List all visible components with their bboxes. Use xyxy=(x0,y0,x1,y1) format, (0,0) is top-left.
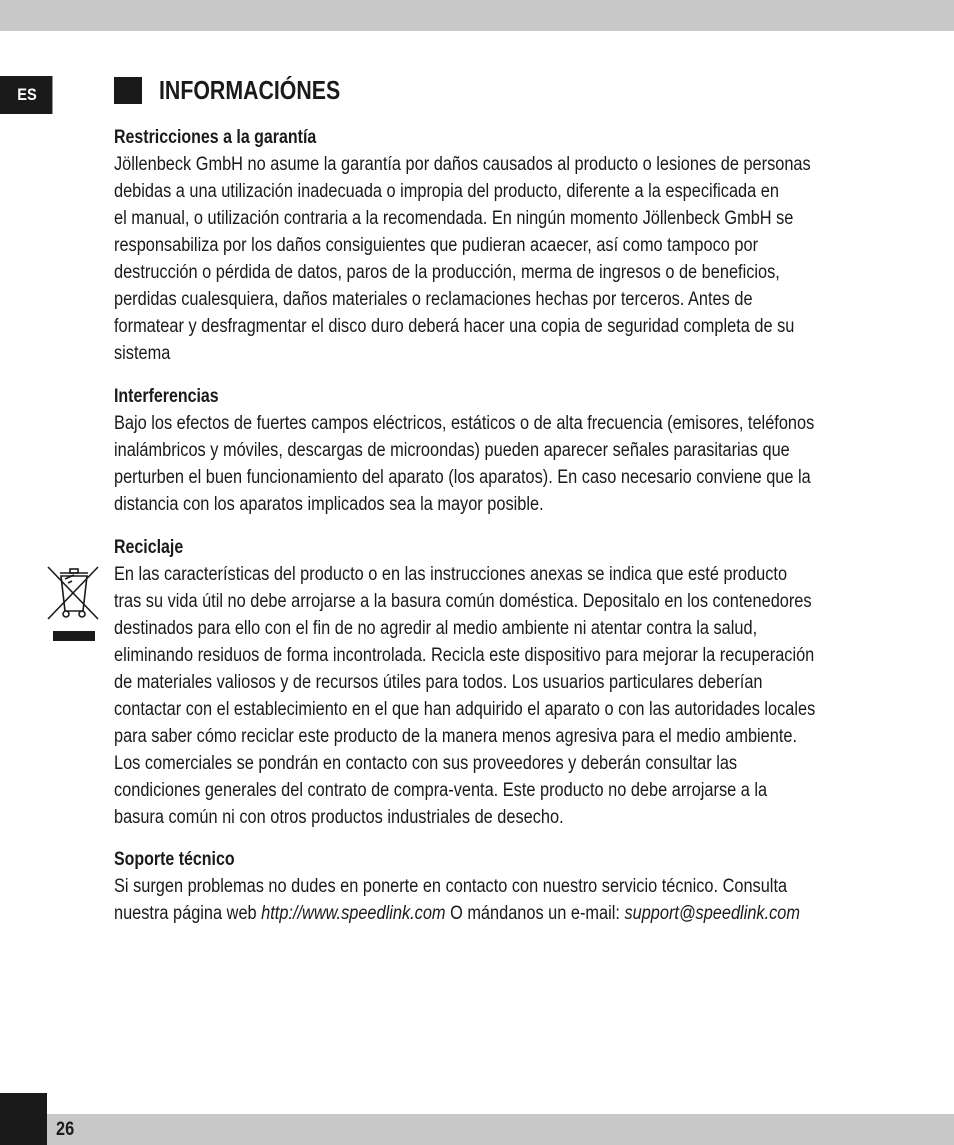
email-link[interactable]: support@speedlink.com xyxy=(624,903,800,924)
section-title: Soporte técnico xyxy=(114,849,235,870)
section-warranty-restrictions xyxy=(114,124,914,367)
text-line: distancia con los aparatos implicados sea la mayor posible. xyxy=(114,494,544,515)
text-line: inalámbricos y móviles, descargas de microondas) pueden aparecer señales parasitarias que xyxy=(114,440,790,461)
top-bar xyxy=(0,0,954,31)
text-line: destrucción o pérdida de datos, paros de la producción, merma de ingresos o de beneficios, xyxy=(114,262,780,283)
footer-block xyxy=(0,1093,47,1145)
text-line: el manual, o utilización contraria a la recomendada. En ningún momento Jöllenbeck GmbH se xyxy=(114,208,794,229)
language-tab: ES xyxy=(0,76,52,114)
crossed-out-wheelie-bin-icon xyxy=(46,565,102,643)
text-line: Los comerciales se pondrán en contacto con sus proveedores y deberán consultar las xyxy=(114,753,738,774)
text-line xyxy=(114,900,802,927)
text-line: tras su vida útil no debe arrojarse a la basura común doméstica. Depositalo en los contenedores xyxy=(114,591,812,612)
text-line: condiciones generales del contrato de compra-venta. Este producto no debe arrojarse a la xyxy=(114,780,768,801)
page-number: 26 xyxy=(56,1119,75,1140)
text-line: destinados para ello con el fin de no agredir al medio ambiente ni atentar contra la salud, xyxy=(114,618,758,639)
text-fragment: O mándanos un e-mail: xyxy=(445,903,625,924)
text-line: perturben el buen funcionamiento del aparato (los aparatos). En caso necesario conviene que la xyxy=(114,467,811,488)
text-line: responsabiliza por los daños consiguientes que pudieran acaecer, así como tampoco por xyxy=(114,235,759,256)
section-title: Restricciones a la garantía xyxy=(114,127,317,148)
text-line: En las características del producto o en las instrucciones anexas se indica que esté producto xyxy=(114,564,788,585)
section-title: Reciclaje xyxy=(114,537,184,558)
text-fragment: nuestra página web xyxy=(114,903,262,924)
heading-square-icon xyxy=(114,77,142,104)
text-line: contactar con el establecimiento en el que han adquirido el aparato o con las autoridades locales xyxy=(114,699,816,720)
footer-bar xyxy=(47,1114,954,1145)
text-line: debidas a una utilización inadecuada o impropia del producto, diferente a la especificada en xyxy=(114,181,779,202)
website-link[interactable]: http://www.speedlink.com xyxy=(261,903,446,924)
section-title: Interferencias xyxy=(114,386,219,407)
text-line: Bajo los efectos de fuertes campos eléctricos, estáticos o de alta frecuencia (emisores, teléfonos xyxy=(114,413,815,434)
page-title: INFORMACIÓNES xyxy=(159,75,341,105)
text-line: sistema xyxy=(114,343,171,364)
text-line: basura común ni con otros productos industriales de desecho. xyxy=(114,807,564,828)
section-interference xyxy=(114,383,914,518)
text-line: perdidas cualesquiera, daños materiales o reclamaciones hechas por terceros. Antes de xyxy=(114,289,753,310)
text-line: Jöllenbeck GmbH no asume la garantía por daños causados al producto o lesiones de personas xyxy=(114,154,811,175)
text-line: de materiales valiosos y de recursos útiles para todos. Los usuarios particulares deberían xyxy=(114,672,763,693)
text-line: Si surgen problemas no dudes en ponerte en contacto con nuestro servicio técnico. Consulta xyxy=(114,876,788,897)
text-line: para saber cómo reciclar este producto de la manera menos agresiva para el medio ambiente. xyxy=(114,726,798,747)
section-technical-support xyxy=(114,846,914,927)
text-line: formatear y desfragmentar el disco duro deberá hacer una copia de seguridad completa de su xyxy=(114,316,795,337)
section-recycling xyxy=(114,534,914,831)
text-line: eliminando residuos de forma incontrolada. Recicla este dispositivo para mejorar la recuperación xyxy=(114,645,815,666)
